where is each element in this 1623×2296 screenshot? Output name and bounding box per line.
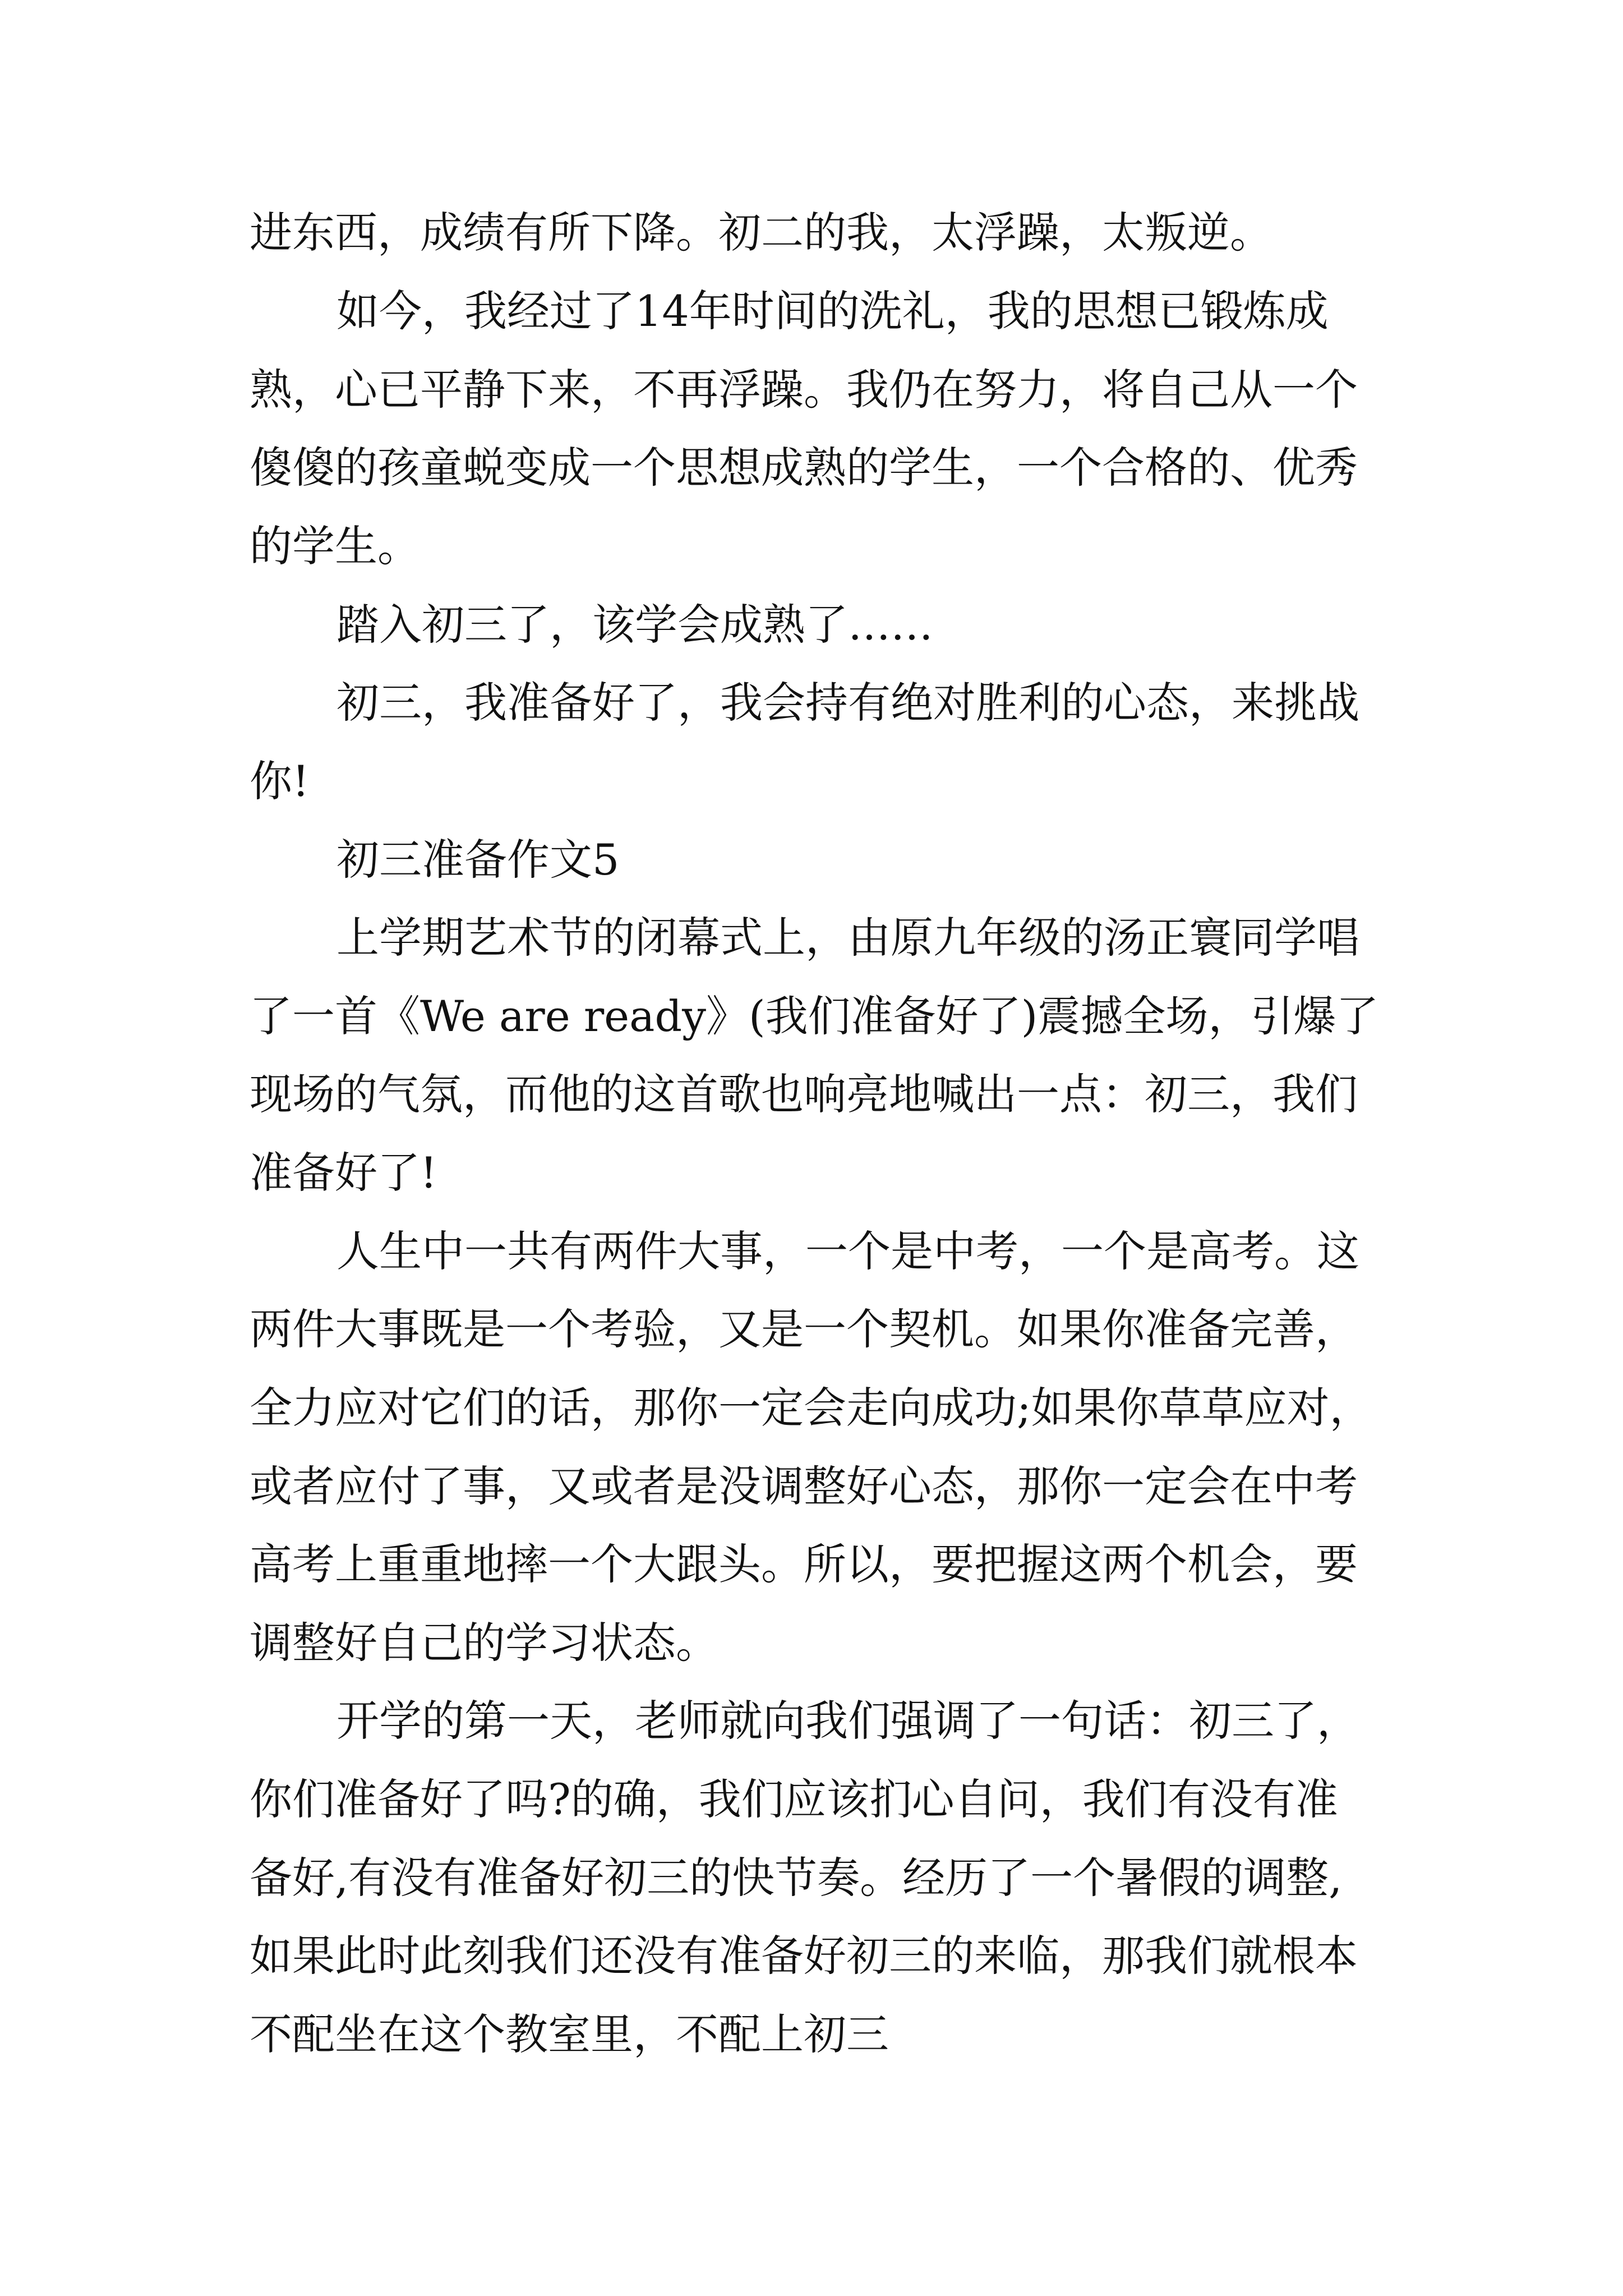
text-line: 进东西，成绩有所下降。初二的我，太浮躁，太叛逆。 bbox=[250, 208, 1272, 257]
section-heading: 初三准备作文5 bbox=[336, 835, 620, 885]
text-line: 人生中一共有两件大事，一个是中考，一个是高考。这 bbox=[336, 1226, 1359, 1276]
text-line: 了一首《We are ready》(我们准备好了)震撼全场，引爆了 bbox=[250, 991, 1379, 1041]
text-line: 如今，我经过了14年时间的洗礼，我的思想已锻炼成 bbox=[336, 286, 1329, 336]
text-line: 初三，我准备好了，我会持有绝对胜利的心态，来挑战 bbox=[336, 678, 1359, 728]
text-line: 上学期艺术节的闭幕式上，由原九年级的汤正寰同学唱 bbox=[336, 913, 1359, 963]
text-line: 准备好了! bbox=[250, 1148, 437, 1198]
text-line: 调整好自己的学习状态。 bbox=[250, 1618, 718, 1668]
text-line: 全力应对它们的话，那你一定会走向成功;如果你草草应对， bbox=[250, 1383, 1372, 1433]
text-line: 你们准备好了吗?的确，我们应该扪心自问，我们有没有准 bbox=[250, 1774, 1338, 1824]
text-line: 现场的气氛，而他的这首歌也响亮地喊出一点：初三，我们 bbox=[250, 1069, 1358, 1119]
text-line: 熟，心已平静下来，不再浮躁。我仍在努力，将自己从一个 bbox=[250, 365, 1358, 415]
text-line: 两件大事既是一个考验，又是一个契机。如果你准备完善， bbox=[250, 1304, 1358, 1354]
text-line: 备好,有没有准备好初三的快节奏。经历了一个暑假的调整, bbox=[250, 1853, 1343, 1903]
text-line: 你! bbox=[250, 756, 310, 806]
text-line: 的学生。 bbox=[250, 521, 420, 571]
text-line: 高考上重重地摔一个大跟头。所以，要把握这两个机会，要 bbox=[250, 1539, 1358, 1589]
text-line: 或者应付了事，又或者是没调整好心态，那你一定会在中考 bbox=[250, 1461, 1358, 1511]
text-line: 不配坐在这个教室里，不配上初三 bbox=[250, 2009, 889, 2059]
text-line: 如果此时此刻我们还没有准备好初三的来临，那我们就根本 bbox=[250, 1931, 1358, 1981]
text-line: 踏入初三了，该学会成熟了…… bbox=[336, 600, 933, 650]
text-line: 傻傻的孩童蜕变成一个思想成熟的学生，一个合格的、优秀 bbox=[250, 443, 1358, 493]
text-line: 开学的第一天，老师就向我们强调了一句话：初三了， bbox=[336, 1696, 1359, 1746]
